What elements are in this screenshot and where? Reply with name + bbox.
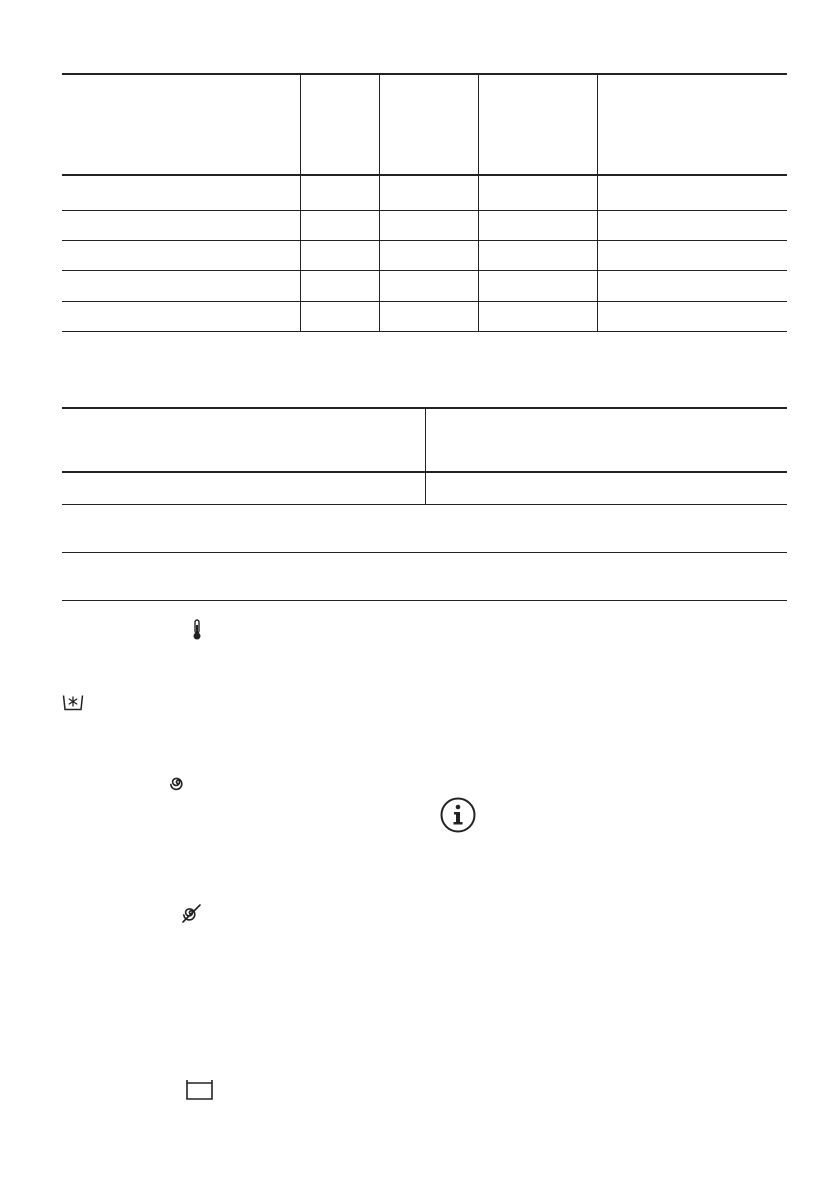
info-icon [440,797,476,833]
table-1-column-divider [379,74,380,332]
table-1-column-divider [300,74,301,332]
cold-wash-icon [62,694,84,712]
table-row-divider [62,301,787,302]
thermometer-icon [190,619,204,641]
table-1-column-divider [597,74,598,332]
table-row-divider [62,270,787,271]
table-2-bottom-rule [62,600,787,601]
table-1-bottom-rule [62,331,787,332]
table-row-divider [62,210,787,211]
table-row-divider [62,240,787,241]
table-1-header-rule [62,174,787,176]
table-2-row-rule [62,552,787,553]
table-1-column-divider [478,74,479,332]
spin-icon [168,773,188,793]
table-1-top-rule [62,73,787,75]
rinse-hold-icon [185,1078,215,1102]
table-2-column-divider [425,408,426,505]
no-spin-icon [180,902,202,924]
